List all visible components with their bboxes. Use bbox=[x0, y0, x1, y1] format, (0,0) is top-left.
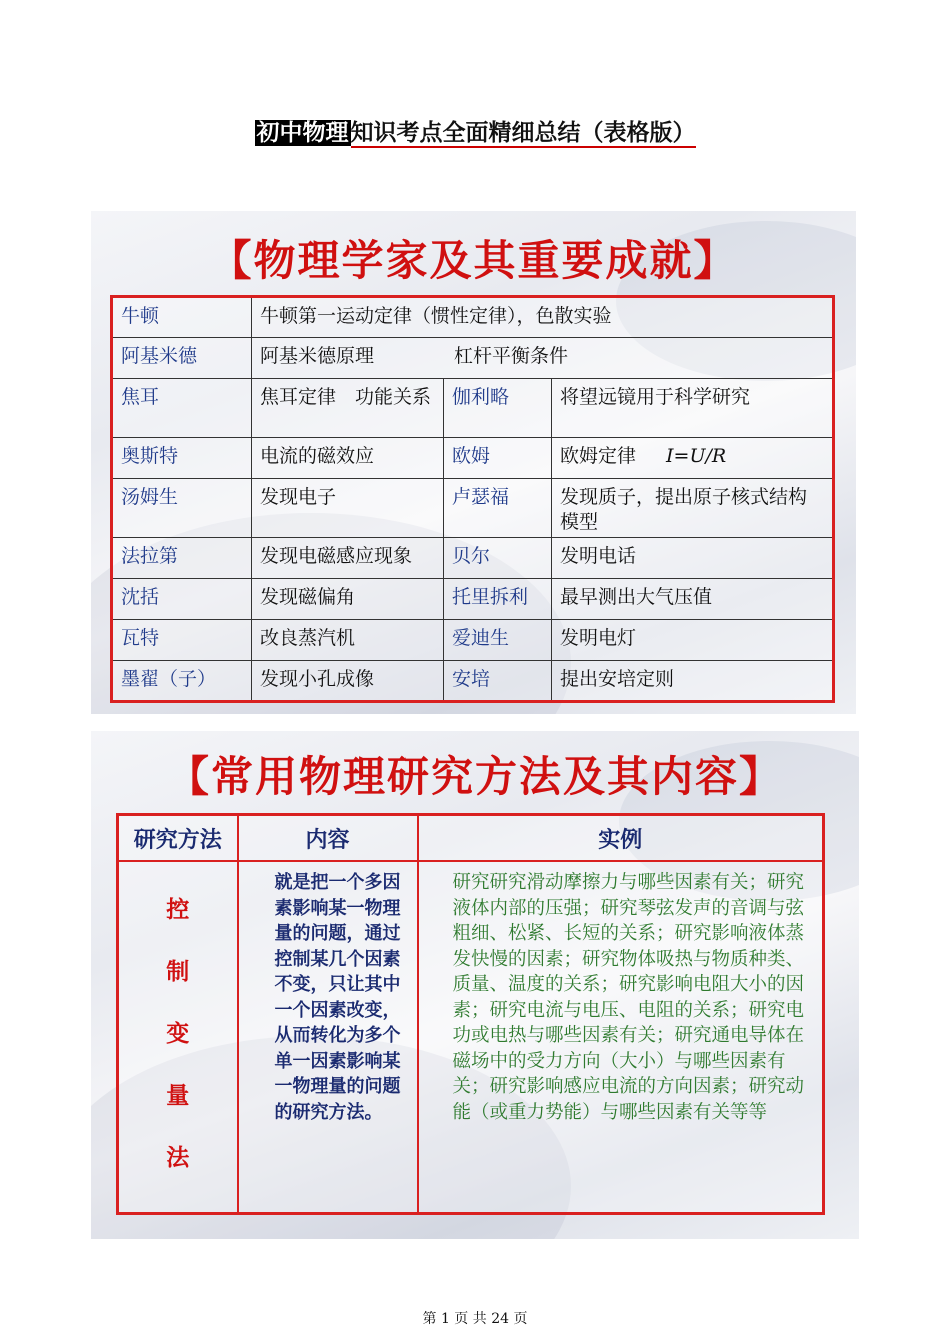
method-examples: 研究研究滑动摩擦力与哪些因素有关；研究液体内部的压强；研究琴弦发声的音调与弦粗细、松紧、长短的关系；研究影响液体蒸发快慢的因素；研究物体吸热与物质种类、质量、温度的关系；研究影响电阻大小的因素；研究电流与电压、电阻的关系；研究电功或电热与哪些因素有关；研究通电导体在磁场中的受力方向（大小）与哪些因素有关；研究影响感应电流的方向因素；研究动能（或重力势能）与哪些因素有关等等 bbox=[418, 861, 824, 1214]
method-char: 制 bbox=[166, 959, 190, 985]
physicist-achievement: 发现质子，提出原子核式结构模型 bbox=[552, 479, 834, 538]
physicist-name: 墨翟（子） bbox=[112, 661, 252, 702]
title-highlight: 初中物理 bbox=[256, 120, 349, 146]
table-row bbox=[112, 538, 834, 579]
achievement-text: 欧姆定律 bbox=[560, 445, 637, 467]
physicist-name: 贝尔 bbox=[444, 538, 552, 579]
method-char: 法 bbox=[166, 1145, 190, 1171]
method-content: 就是把一个多因素影响某一物理量的问题，通过控制某几个因素不变，只让其中一个因素改变，从而转化为多个单一因素影响某一物理量的问题的研究方法。 bbox=[238, 861, 418, 1214]
page-number: 第 1 页 共 24 页 bbox=[422, 1311, 528, 1327]
physicist-achievement: 最早测出大气压值 bbox=[552, 579, 834, 620]
physicist-achievement: 提出安培定则 bbox=[552, 661, 834, 702]
method-name bbox=[118, 861, 238, 1214]
table-row bbox=[112, 338, 834, 379]
physicist-name: 欧姆 bbox=[444, 438, 552, 479]
physicist-achievement: 发现磁偏角 bbox=[252, 579, 444, 620]
achievement-part: 阿基米德原理 bbox=[260, 345, 375, 367]
physicist-achievement: 发现电子 bbox=[252, 479, 444, 538]
table-row bbox=[118, 861, 824, 1214]
physicist-achievement: 发现电磁感应现象 bbox=[252, 538, 444, 579]
column-header-content: 内容 bbox=[238, 815, 418, 862]
methods-heading: 【常用物理研究方法及其内容】 bbox=[166, 752, 783, 801]
physicist-name: 焦耳 bbox=[112, 379, 252, 438]
column-header-example: 实例 bbox=[418, 815, 824, 862]
physicist-achievement: 焦耳定律 功能关系 bbox=[252, 379, 444, 438]
table-row bbox=[112, 479, 834, 538]
methods-table bbox=[116, 813, 825, 1215]
physicist-name: 伽利略 bbox=[444, 379, 552, 438]
physicists-slide bbox=[91, 211, 856, 714]
table-row bbox=[112, 661, 834, 702]
physicist-name: 沈括 bbox=[112, 579, 252, 620]
physicists-table bbox=[110, 295, 835, 703]
method-char: 控 bbox=[166, 897, 190, 923]
physicist-achievement: 发明电话 bbox=[552, 538, 834, 579]
table-row bbox=[112, 579, 834, 620]
methods-slide bbox=[91, 731, 859, 1239]
document-title bbox=[0, 117, 950, 149]
physicist-name: 瓦特 bbox=[112, 620, 252, 661]
physicist-achievement: 改良蒸汽机 bbox=[252, 620, 444, 661]
physicist-name: 奥斯特 bbox=[112, 438, 252, 479]
table-row bbox=[112, 438, 834, 479]
table-row bbox=[112, 297, 834, 338]
achievement-part: 杠杆平衡条件 bbox=[454, 345, 569, 367]
method-char: 变 bbox=[166, 1021, 190, 1047]
table-header-row bbox=[118, 815, 824, 862]
physicist-name: 安培 bbox=[444, 661, 552, 702]
physicist-achievement: 将望远镜用于科学研究 bbox=[552, 379, 834, 438]
physicist-name: 法拉第 bbox=[112, 538, 252, 579]
table-row bbox=[112, 620, 834, 661]
physicist-achievement bbox=[552, 438, 834, 479]
physicist-achievement: 牛顿第一运动定律（惯性定律），色散实验 bbox=[252, 297, 834, 338]
column-header-method: 研究方法 bbox=[118, 815, 238, 862]
physicist-name: 阿基米德 bbox=[112, 338, 252, 379]
title-rest: 知识考点全面精细总结（表格版） bbox=[350, 120, 696, 146]
physicist-achievement: 发明电灯 bbox=[552, 620, 834, 661]
physicist-achievement: 电流的磁效应 bbox=[252, 438, 444, 479]
physicists-heading: 【物理学家及其重要成就】 bbox=[209, 236, 738, 285]
physicist-name: 托里拆利 bbox=[444, 579, 552, 620]
physicist-name: 汤姆生 bbox=[112, 479, 252, 538]
physicist-achievement: 发现小孔成像 bbox=[252, 661, 444, 702]
physicist-name: 卢瑟福 bbox=[444, 479, 552, 538]
physicist-achievement bbox=[252, 338, 834, 379]
method-char: 量 bbox=[166, 1083, 190, 1109]
physicist-name: 牛顿 bbox=[112, 297, 252, 338]
physicist-name: 爱迪生 bbox=[444, 620, 552, 661]
table-row bbox=[112, 379, 834, 438]
ohm-formula: I=U/R bbox=[666, 445, 727, 467]
